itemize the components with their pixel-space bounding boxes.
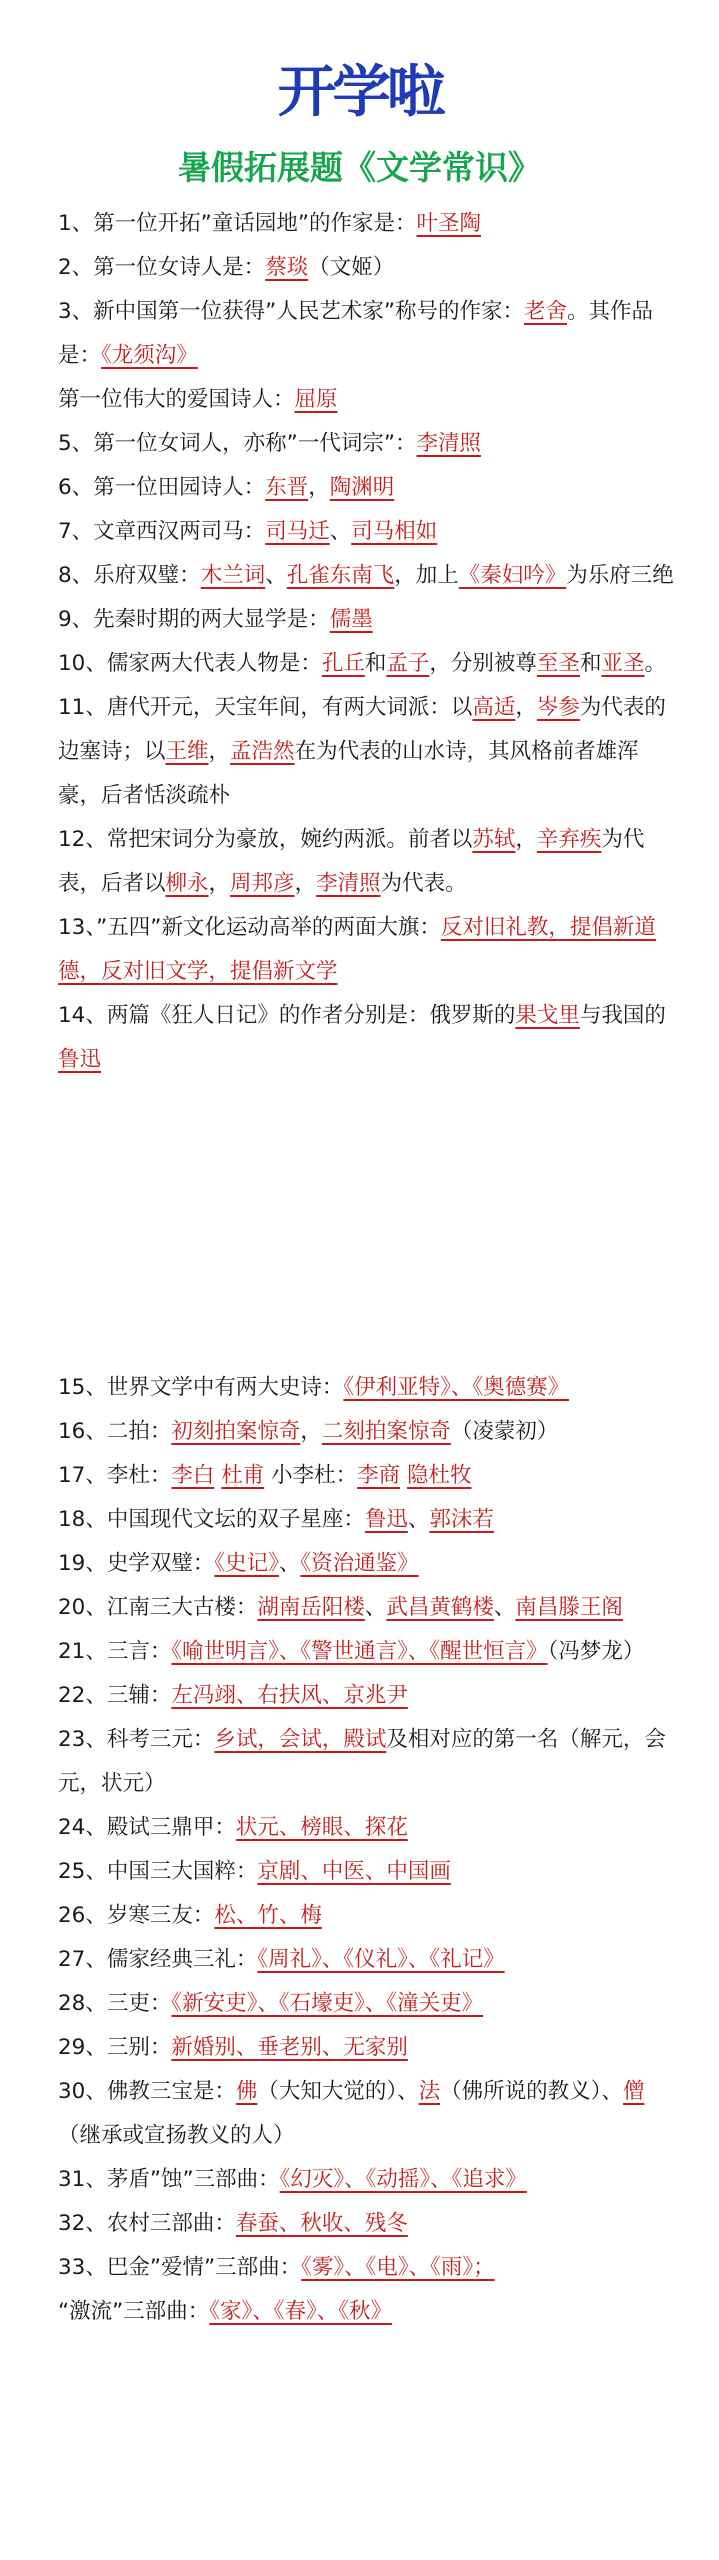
question-text: 9、先秦时期的两大显学是： (58, 607, 330, 632)
question-item (58, 1498, 678, 1542)
question-text: 21、三言： (58, 1639, 172, 1664)
question-text: 32、农村三部曲： (58, 2211, 236, 2236)
answer-text: 初刻拍案惊奇 (171, 1419, 301, 1444)
question-item (58, 1454, 678, 1498)
question-text: 31、茅盾”蚀”三部曲： (58, 2167, 280, 2192)
question-text: 和 (579, 651, 602, 676)
question-item (58, 2026, 678, 2070)
question-text: 12、常把宋词分为豪放，婉约两派。前者以 (58, 827, 473, 852)
question-item (58, 686, 678, 818)
question-text: 15、世界文学中有两大史诗： (58, 1375, 344, 1400)
answer-text: 儒墨 (329, 607, 373, 632)
answer-text: 至圣 (536, 651, 580, 676)
question-text: 。 (644, 651, 666, 676)
question-item (58, 246, 678, 290)
question-text: 5、第一位女词人，亦称”一代词宗”： (58, 431, 417, 456)
question-item (58, 1850, 678, 1894)
question-text: 8、乐府双璧： (58, 563, 201, 588)
question-item (58, 290, 678, 378)
question-item (58, 818, 678, 906)
question-text: 7、文章西汉两司马： (58, 519, 266, 544)
answer-text: 鲁迅 (364, 1507, 408, 1532)
question-item (58, 1938, 678, 1982)
question-item (58, 1982, 678, 2026)
question-text: “激流”三部曲： (58, 2299, 210, 2324)
question-text: 、 (407, 1507, 430, 1532)
answer-text: 郭沫若 (429, 1507, 494, 1532)
answer-text: 僧 (622, 2079, 645, 2104)
question-item (58, 1630, 678, 1674)
answer-text: 叶圣陶 (416, 211, 481, 236)
answer-text: 《喻世明言》、《警世通言》、《醒世恒言》 (171, 1639, 548, 1664)
question-text: 11、唐代开元，天宝年间，有两大词派：以 (58, 695, 473, 720)
question-item (58, 422, 678, 466)
answer-text: 《家》、《春》、《秋》 (209, 2299, 393, 2324)
question-text: 22、三辅： (58, 1683, 172, 1708)
question-text: （文姬） (308, 255, 395, 280)
answer-text: 新婚别、垂老别、无家别 (171, 2035, 408, 2060)
question-text: 26、岁寒三友： (58, 1903, 215, 1928)
question-item (58, 2070, 678, 2158)
answer-text: 司马相如 (351, 519, 438, 544)
answer-text: 孟浩然 (230, 739, 295, 764)
answer-text: 高适 (472, 695, 516, 720)
question-item (58, 598, 678, 642)
answer-text: 《史记》 (214, 1551, 279, 1576)
answer-text: 法 (418, 2079, 441, 2104)
question-item (58, 994, 678, 1082)
question-text: 和 (364, 651, 387, 676)
question-text: 及相对应的第一名（解元，会元，状元） (58, 1727, 666, 1796)
answer-text: 东晋 (265, 475, 309, 500)
question-text: 与我国的 (579, 1003, 666, 1028)
question-text: 10、儒家两大代表人物是： (58, 651, 322, 676)
answer-text: 王维 (165, 739, 209, 764)
answer-text: 《资治通鉴》 (300, 1551, 419, 1576)
answer-text: 孟子 (386, 651, 430, 676)
question-text: ， (515, 695, 537, 720)
answer-text: 佛 (235, 2079, 258, 2104)
question-text: 、 (329, 519, 352, 544)
question-item (58, 2158, 678, 2202)
question-text: 1、第一位开拓”童话园地”的作家是： (58, 211, 417, 236)
question-text: 33、巴金”爱情”三部曲： (58, 2255, 302, 2280)
question-text: 、 (364, 1595, 387, 1620)
answer-text: 杜甫 (221, 1463, 265, 1488)
question-text: 14、两篇《狂人日记》的作者分别是：俄罗斯的 (58, 1003, 516, 1028)
question-text: 25、中国三大国粹： (58, 1859, 258, 1884)
question-text: ， (300, 1419, 322, 1444)
question-text: 、 (265, 563, 287, 588)
question-text: 23、科考三元： (58, 1727, 215, 1752)
question-text: 28、三吏： (58, 1991, 172, 2016)
answer-text: 柳永 (165, 871, 209, 896)
answer-text: 苏轼 (472, 827, 516, 852)
question-item (58, 1718, 678, 1806)
answer-text: 二刻拍案惊奇 (321, 1419, 451, 1444)
answer-text: 武昌黄鹤楼 (386, 1595, 494, 1620)
answer-text: 果戈里 (515, 1003, 580, 1028)
answer-text: 《幻灭》、《动摇》、《追求》 (279, 2167, 527, 2192)
question-text: 为代表，后者以 (58, 827, 645, 896)
answer-text: 李白 (171, 1463, 215, 1488)
question-text: 17、李杜： (58, 1463, 172, 1488)
question-text: 。其作品是： (58, 299, 653, 368)
question-item (58, 1366, 678, 1410)
answer-text: 隐杜牧 (406, 1463, 472, 1488)
question-item (58, 642, 678, 686)
answer-text: 南昌滕王阁 (515, 1595, 623, 1620)
answer-text: 《新安吏》、《石壕吏》、《潼关吏》 (171, 1991, 484, 2016)
question-text: 为乐府三绝 (566, 563, 674, 588)
answer-text: 乡试，会试，殿试 (214, 1727, 387, 1752)
answer-text: 左冯翊、右扶风、京兆尹 (171, 1683, 408, 1708)
answer-text: 陶渊明 (329, 475, 395, 500)
question-text: ， (308, 475, 330, 500)
question-item (58, 1586, 678, 1630)
question-text: ， (208, 871, 231, 896)
question-text: （继承或宣扬教义的人） (58, 2123, 295, 2148)
answer-text: 老舍 (523, 299, 567, 324)
question-text: ， (294, 871, 317, 896)
question-item (58, 1410, 678, 1454)
answer-text: 鲁迅 (58, 1047, 102, 1072)
question-item (58, 202, 678, 246)
question-item (58, 510, 678, 554)
answer-text: 《周礼》、《仪礼》、《礼记》 (257, 1947, 505, 1972)
question-list-part2 (58, 1366, 678, 2334)
answer-text: 春蚕、秋收、残冬 (235, 2211, 408, 2236)
question-text: 19、史学双璧： (58, 1551, 215, 1576)
answer-text: 孔丘 (321, 651, 365, 676)
answer-text: 《龙须沟》 (101, 343, 198, 368)
answer-text: 李清照 (416, 431, 481, 456)
question-text (400, 1463, 407, 1488)
question-text: （佛所说的教义）、 (440, 2079, 623, 2104)
question-text: 30、佛教三宝是： (58, 2079, 236, 2104)
logo: 开学啦 (277, 60, 442, 125)
question-text: ， (515, 827, 537, 852)
answer-text: 京剧、中医、中国画 (257, 1859, 451, 1884)
question-text: 3、新中国第一位获得”人民艺术家”称号的作家： (58, 299, 524, 324)
answer-text: 《秦妇吟》 (458, 563, 567, 588)
question-text: 、 (278, 1551, 301, 1576)
question-list-part1 (58, 202, 678, 1082)
question-text: 16、二拍： (58, 1419, 172, 1444)
answer-text: 李商 (357, 1463, 401, 1488)
question-text: ，加上 (394, 563, 459, 588)
question-text: （大知大觉的）、 (257, 2079, 419, 2104)
question-text: 在为代表的山水诗，其风格前者雄浑豪，后者恬淡疏朴 (58, 739, 639, 808)
question-item (58, 554, 678, 598)
page-title: 暑假拓展题《文学常识》 (178, 148, 541, 187)
question-item (58, 378, 678, 422)
question-item (58, 466, 678, 510)
question-text: 6、第一位田园诗人： (58, 475, 266, 500)
question-item (58, 2290, 678, 2334)
answer-text: 状元、榜眼、探花 (235, 1815, 408, 1840)
question-item (58, 2202, 678, 2246)
question-text: （凌蒙初） (450, 1419, 559, 1444)
answer-text: 屈原 (294, 387, 338, 412)
question-text: 小李杜： (264, 1463, 358, 1488)
question-text: 为代表的边塞诗；以 (58, 695, 666, 764)
answer-text: 亚圣 (601, 651, 645, 676)
answer-text: 孔雀东南飞 (286, 563, 395, 588)
question-item (58, 906, 678, 994)
question-text: 29、三别： (58, 2035, 172, 2060)
question-text: 27、儒家经典三礼： (58, 1947, 258, 1972)
question-text: ，分别被尊 (429, 651, 537, 676)
answer-text: 岑参 (536, 695, 580, 720)
answer-text: 湖南岳阳楼 (257, 1595, 365, 1620)
question-text: ， (208, 739, 231, 764)
question-item (58, 1674, 678, 1718)
answer-text: 周邦彦 (230, 871, 295, 896)
question-text: 第一位伟大的爱国诗人： (58, 387, 295, 412)
answer-text: 松、竹、梅 (214, 1903, 322, 1928)
answer-text: 辛弃疾 (536, 827, 602, 852)
question-text: （冯梦龙） (547, 1639, 645, 1664)
question-text: 20、江南三大古楼： (58, 1595, 258, 1620)
question-item (58, 1806, 678, 1850)
answer-text: 《雾》、《电》、《雨》； (301, 2255, 495, 2280)
question-item (58, 1894, 678, 1938)
question-text: 、 (493, 1595, 516, 1620)
answer-text: 反对旧礼教，提倡新道德，反对旧文学，提倡新文学 (58, 915, 656, 984)
answer-text: 司马迁 (265, 519, 330, 544)
answer-text: 木兰词 (200, 563, 266, 588)
question-text: 2、第一位女诗人是： (58, 255, 266, 280)
question-text: 为代表。 (380, 871, 467, 896)
question-text: 18、中国现代文坛的双子星座： (58, 1507, 365, 1532)
answer-text: 李清照 (316, 871, 381, 896)
question-item (58, 1542, 678, 1586)
answer-text: 《伊利亚特》、《奥德赛》 (343, 1375, 570, 1400)
question-item (58, 2246, 678, 2290)
question-text: 24、殿试三鼎甲： (58, 1815, 236, 1840)
answer-text: 蔡琰 (265, 255, 309, 280)
question-text: 13、”五四”新文化运动高举的两面大旗： (58, 915, 441, 940)
